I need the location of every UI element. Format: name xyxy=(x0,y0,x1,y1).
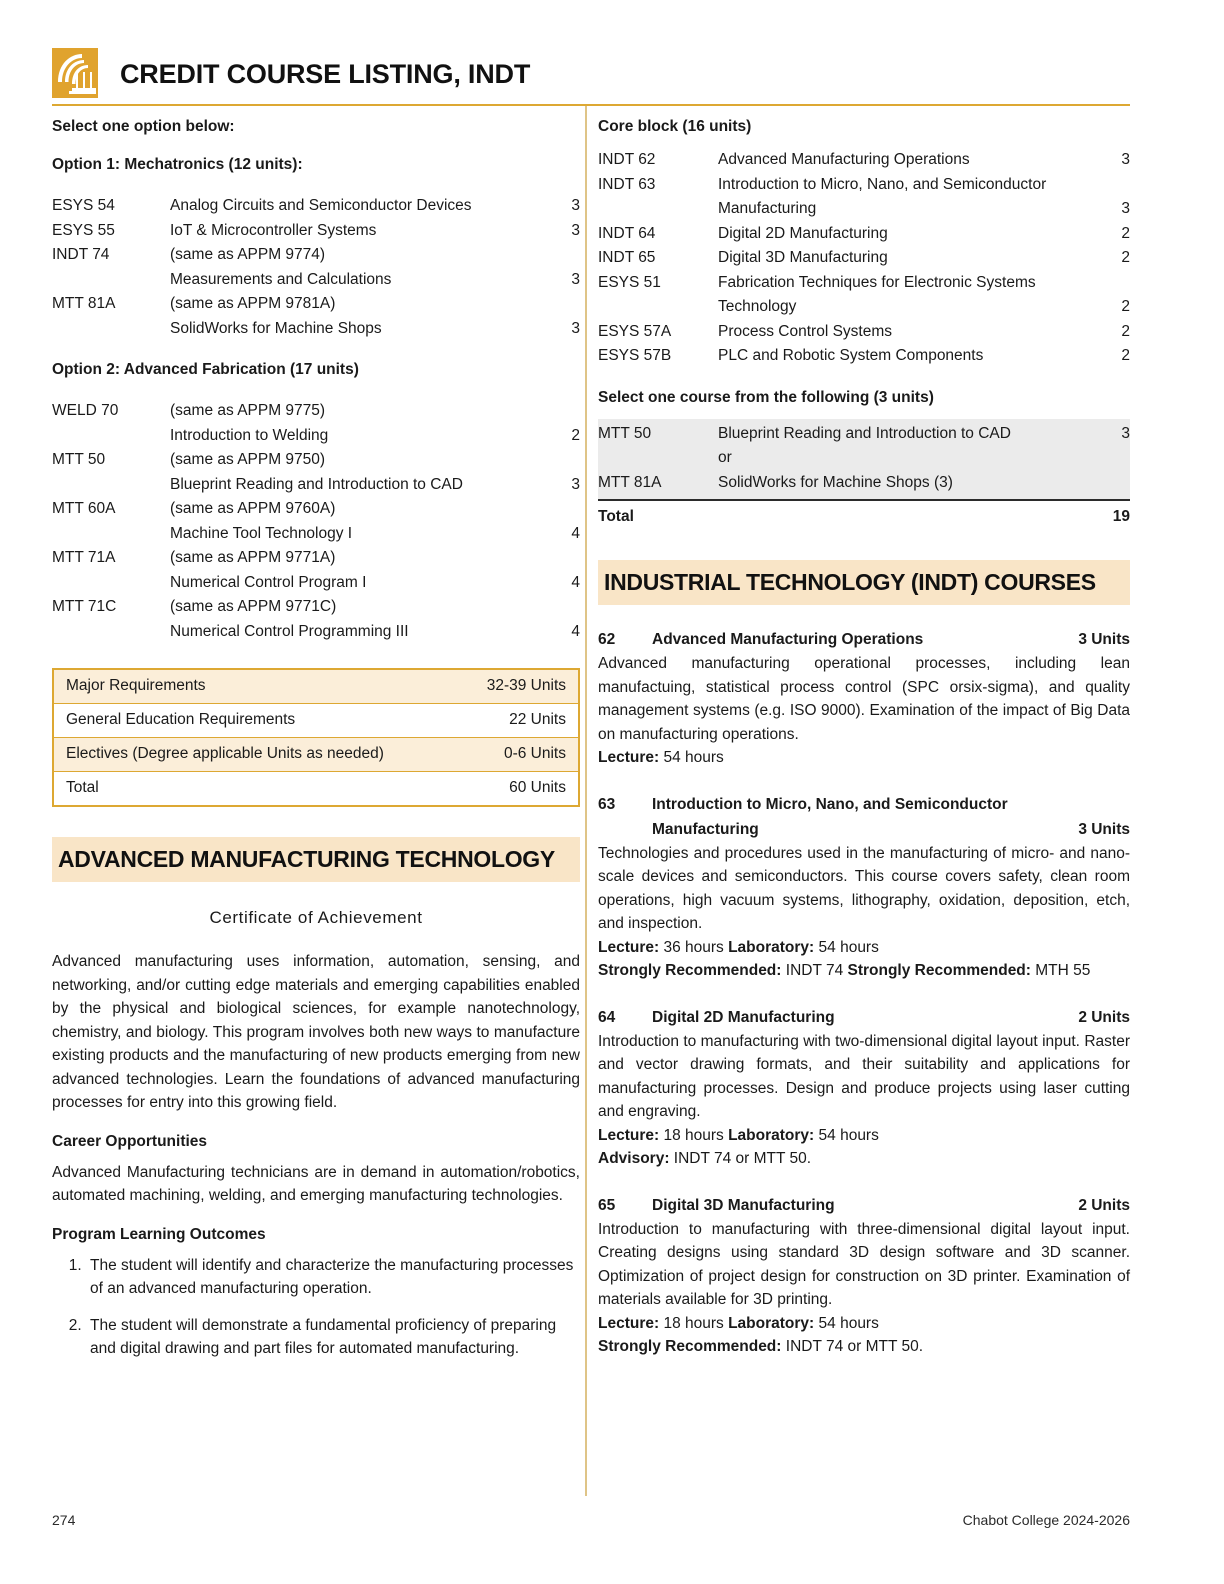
course-code: WELD 70 xyxy=(52,402,119,419)
requirements-value: 60 Units xyxy=(509,779,566,796)
course-row xyxy=(52,424,580,449)
page-footer xyxy=(52,1512,1130,1528)
course-meta-label-2: Laboratory: xyxy=(728,1314,815,1332)
course-units xyxy=(554,595,580,620)
course-row xyxy=(598,320,1130,345)
course-description-title-line2: Manufacturing xyxy=(652,820,759,838)
course-meta-value-2: MTH 55 xyxy=(1030,962,1091,979)
course-units: 3 xyxy=(1121,424,1130,442)
course-code: ESYS 55 xyxy=(52,221,115,239)
select-one-course-heading: Select one course from the following (3 units) xyxy=(598,388,934,406)
option2-course-list xyxy=(52,399,580,644)
course-description-title: Digital 3D Manufacturing xyxy=(652,1196,835,1214)
course-units: 3 xyxy=(1121,200,1130,217)
plo-item: 2. The student will demonstrate a fundamental proficiency of preparing and digital drawing and part files for automated manufacturing. xyxy=(86,1314,580,1361)
option1-heading: Option 1: Mechatronics (12 units): xyxy=(52,156,303,173)
course-title: IoT & Microcontroller Systems xyxy=(170,221,377,239)
course-row xyxy=(598,271,1130,296)
course-title: Introduction to Micro, Nano, and Semiconductor xyxy=(718,175,1047,193)
course-row xyxy=(598,295,1130,320)
course-title: Digital 2D Manufacturing xyxy=(718,224,888,242)
course-title: Machine Tool Technology I xyxy=(170,524,353,542)
course-meta-label: Lecture: xyxy=(598,749,660,766)
course-descriptions xyxy=(598,627,1130,1359)
course-title: Blueprint Reading and Introduction to CAD xyxy=(718,424,1011,442)
course-meta-label-2: Laboratory: xyxy=(728,938,815,956)
course-row xyxy=(598,344,1130,369)
course-row xyxy=(598,471,1130,496)
course-description-header-line2 xyxy=(598,817,1130,842)
course-title: (same as APPM 9781A) xyxy=(170,295,336,312)
career-opportunities-text: Advanced Manufacturing technicians are in demand in automation/robotics, automated machining, welding, and emerging manufacturing technologies. xyxy=(52,1163,580,1204)
requirements-value: 32-39 Units xyxy=(486,677,566,694)
core-block-course-list xyxy=(598,148,1130,369)
course-title: or xyxy=(718,449,732,466)
catalog-name: Chabot College 2024-2026 xyxy=(962,1512,1130,1528)
course-units: 2 xyxy=(1121,298,1130,315)
course-code: MTT 71A xyxy=(52,549,116,566)
chabot-arch-logo-icon xyxy=(52,48,98,98)
course-meta-line xyxy=(598,959,1130,983)
course-description-title: Digital 2D Manufacturing xyxy=(652,1008,835,1026)
course-title: SolidWorks for Machine Shops (3) xyxy=(718,473,953,491)
course-title: (same as APPM 9750) xyxy=(170,451,326,468)
course-row xyxy=(52,448,580,473)
option2-heading: Option 2: Advanced Fabrication (17 units) xyxy=(52,361,359,378)
course-code: ESYS 57A xyxy=(598,322,672,340)
course-units xyxy=(554,497,580,522)
course-meta-line xyxy=(598,1147,1130,1171)
course-title: Digital 3D Manufacturing xyxy=(718,249,888,266)
course-title: Introduction to Welding xyxy=(170,426,329,444)
course-description-units: 2 Units xyxy=(1078,1196,1130,1214)
course-meta-label-2: Laboratory: xyxy=(728,1126,815,1144)
select-one-course-list xyxy=(598,419,1130,502)
requirements-value: 22 Units xyxy=(509,711,566,728)
course-units: 3 xyxy=(571,475,580,493)
course-title: Analog Circuits and Semiconductor Devices xyxy=(170,197,472,214)
course-units: 3 xyxy=(571,197,580,214)
plo-list xyxy=(52,1254,580,1361)
course-title: (same as APPM 9760A) xyxy=(170,500,336,517)
course-meta-line xyxy=(598,1124,1130,1148)
course-row xyxy=(598,246,1130,271)
course-row xyxy=(52,317,580,342)
course-units xyxy=(1108,271,1130,296)
course-meta-value-2: 54 hours xyxy=(814,938,879,956)
course-code: ESYS 57B xyxy=(598,347,672,364)
page-header xyxy=(52,44,1130,106)
core-block-heading: Core block (16 units) xyxy=(598,118,752,135)
course-meta-value: 54 hours xyxy=(659,749,724,766)
course-units: 2 xyxy=(1121,224,1130,242)
career-opportunities-heading: Career Opportunities xyxy=(52,1132,208,1150)
course-code: MTT 71C xyxy=(52,598,117,615)
left-column xyxy=(52,118,580,1361)
course-code: ESYS 54 xyxy=(52,197,115,214)
course-units xyxy=(554,292,580,317)
requirements-row xyxy=(54,738,578,772)
requirements-label: Major Requirements xyxy=(66,677,206,694)
course-description-title: Advanced Manufacturing Operations xyxy=(652,631,924,648)
course-meta-label: Strongly Recommended: xyxy=(598,1338,782,1355)
course-meta-value-2: 54 hours xyxy=(814,1314,879,1332)
course-meta-line xyxy=(598,1335,1130,1359)
course-code: INDT 64 xyxy=(598,224,656,242)
course-description-header xyxy=(598,1193,1130,1218)
select-option-heading: Select one option below: xyxy=(52,118,235,135)
course-description-text: Introduction to manufacturing with three-dimensional digital layout input. Creating designs using standard 3D design software and 3D scanner. Optimization of project design for construction on 3D printer. Examination of materials available for 3D printing. xyxy=(598,1220,1130,1308)
course-row xyxy=(52,546,580,571)
course-code: INDT 65 xyxy=(598,249,656,266)
requirements-table xyxy=(52,668,580,807)
course-meta-label: Advisory: xyxy=(598,1150,670,1167)
course-units xyxy=(554,546,580,571)
course-meta-label: Lecture: xyxy=(598,1314,660,1332)
course-description-block xyxy=(598,1193,1130,1359)
course-units xyxy=(554,448,580,473)
course-units: 2 xyxy=(1121,249,1130,266)
course-row xyxy=(52,268,580,293)
course-units: 3 xyxy=(571,319,580,337)
course-title: Technology xyxy=(718,298,797,315)
total-label: Total xyxy=(598,508,634,525)
course-meta-label: Lecture: xyxy=(598,938,660,956)
course-title: Numerical Control Program I xyxy=(170,573,367,591)
course-row xyxy=(52,219,580,244)
plo-item: 1. The student will identify and characterize the manufacturing processes of an advanced manufacturing operation. xyxy=(86,1254,580,1301)
course-meta-value: 36 hours xyxy=(659,938,729,956)
course-description-title: Introduction to Micro, Nano, and Semiconductor xyxy=(652,795,1008,813)
course-meta-value: 18 hours xyxy=(659,1314,729,1332)
course-units xyxy=(554,399,580,424)
requirements-label: Electives (Degree applicable Units as needed) xyxy=(66,745,384,762)
requirements-row xyxy=(54,670,578,704)
course-meta-line xyxy=(598,1312,1130,1336)
course-row xyxy=(598,446,1130,471)
course-code: INDT 62 xyxy=(598,151,656,168)
requirements-value: 0-6 Units xyxy=(503,745,566,762)
course-number: 62 xyxy=(598,631,616,648)
course-title: Advanced Manufacturing Operations xyxy=(718,151,970,168)
program-banner: ADVANCED MANUFACTURING TECHNOLOGY xyxy=(52,837,580,882)
course-row xyxy=(52,571,580,596)
course-title: Process Control Systems xyxy=(718,322,892,340)
course-description-units: 3 Units xyxy=(1078,631,1130,648)
course-code: MTT 50 xyxy=(52,451,106,468)
course-code: INDT 74 xyxy=(52,246,110,263)
course-row xyxy=(52,620,580,645)
course-description-units: 3 Units xyxy=(1078,820,1130,838)
course-title: Fabrication Techniques for Electronic Systems xyxy=(718,273,1036,291)
course-title: (same as APPM 9774) xyxy=(170,246,326,263)
course-units xyxy=(1108,173,1130,198)
program-subtitle: Certificate of Achievement xyxy=(209,908,423,927)
requirements-label: General Education Requirements xyxy=(66,711,296,728)
course-title: (same as APPM 9775) xyxy=(170,402,326,419)
page-title: CREDIT COURSE LISTING, INDT xyxy=(120,58,531,89)
course-row xyxy=(52,473,580,498)
course-meta-value: INDT 74 xyxy=(781,962,848,979)
course-meta-value: INDT 74 or MTT 50. xyxy=(669,1150,812,1167)
course-title: Blueprint Reading and Introduction to CAD xyxy=(170,475,463,493)
course-row xyxy=(52,522,580,547)
course-number: 64 xyxy=(598,1008,616,1026)
course-meta-label-2: Strongly Recommended: xyxy=(847,962,1031,979)
course-number: 65 xyxy=(598,1196,616,1214)
total-row xyxy=(598,501,1130,526)
course-description-text: Technologies and procedures used in the manufacturing of micro- and nano-scale devices and semiconductors. This course covers safety, clean room operations, high vacuum systems, lithography, oxidation, deposition, etch, and inspection. xyxy=(598,844,1130,932)
course-title: (same as APPM 9771C) xyxy=(170,598,337,615)
course-meta-line xyxy=(598,936,1130,960)
course-description-header xyxy=(598,792,1130,817)
course-description-block xyxy=(598,792,1130,983)
course-units: 3 xyxy=(1121,151,1130,168)
course-description-text: Advanced manufacturing operational processes, including lean manufactuing, statistical process control (SPC orsix-sigma), and quality management systems (e.g. ISO 9000). Examination of the impact of Big Data on manufacturing operations. xyxy=(598,655,1130,743)
course-code: MTT 81A xyxy=(52,295,116,312)
course-units: 2 xyxy=(1121,347,1130,364)
course-units: 2 xyxy=(571,426,580,444)
spacer xyxy=(598,817,652,842)
requirements-label: Total xyxy=(66,779,99,796)
course-units: 4 xyxy=(571,524,580,542)
course-description-block xyxy=(598,1005,1130,1171)
total-value: 19 xyxy=(1112,508,1130,525)
course-title: Numerical Control Programming III xyxy=(170,622,409,640)
course-title: (same as APPM 9771A) xyxy=(170,549,336,566)
course-code: INDT 63 xyxy=(598,175,656,193)
requirements-row xyxy=(54,772,578,805)
course-code: MTT 60A xyxy=(52,500,116,517)
course-row xyxy=(598,148,1130,173)
course-meta-value-2: 54 hours xyxy=(814,1126,879,1144)
course-row xyxy=(598,197,1130,222)
course-units xyxy=(554,243,580,268)
course-units: 4 xyxy=(571,622,580,640)
course-code: MTT 81A xyxy=(598,473,662,491)
course-units xyxy=(1108,471,1130,496)
indt-courses-banner: INDUSTRIAL TECHNOLOGY (INDT) COURSES xyxy=(598,560,1130,605)
course-description-block xyxy=(598,627,1130,770)
course-row xyxy=(598,222,1130,247)
course-meta-label: Lecture: xyxy=(598,1126,660,1144)
course-meta-value: 18 hours xyxy=(659,1126,729,1144)
course-meta-line xyxy=(598,746,1130,770)
course-units xyxy=(1108,446,1130,471)
course-row xyxy=(52,292,580,317)
course-row xyxy=(52,243,580,268)
course-code: ESYS 51 xyxy=(598,273,661,291)
plo-heading: Program Learning Outcomes xyxy=(52,1225,266,1243)
course-description-units: 2 Units xyxy=(1078,1008,1130,1026)
program-description: Advanced manufacturing uses information, automation, sensing, and networking, and/or cutting edge materials and emerging capabilities enabled by the physical and biological sciences, for example nanotechnology, chemistry, and biology. This program involves both new ways to manufacture existing products and the manufacturing of new products emerging from new advanced technologies. Learn the foundations of advanced manufacturing processes for entry into this growing field. xyxy=(52,953,580,1111)
course-title: Measurements and Calculations xyxy=(170,270,392,288)
course-description-header xyxy=(598,1005,1130,1030)
option1-course-list xyxy=(52,194,580,341)
requirements-row xyxy=(54,704,578,738)
course-units: 3 xyxy=(571,270,580,288)
course-units: 4 xyxy=(571,573,580,591)
column-divider xyxy=(585,106,587,1496)
course-description-text: Introduction to manufacturing with two-dimensional digital layout input. Raster and vector drawing formats, and their suitability and applications for manufacturing processes. Design and produce projects using laser cutting and engraving. xyxy=(598,1032,1130,1120)
course-units: 3 xyxy=(571,221,580,239)
course-row xyxy=(52,595,580,620)
course-title: Manufacturing xyxy=(718,200,817,217)
course-meta-value: INDT 74 or MTT 50. xyxy=(781,1338,924,1355)
course-row xyxy=(52,399,580,424)
course-code: MTT 50 xyxy=(598,424,652,442)
course-title: PLC and Robotic System Components xyxy=(718,347,984,364)
course-row xyxy=(52,194,580,219)
course-meta-label: Strongly Recommended: xyxy=(598,962,782,979)
course-units: 2 xyxy=(1121,322,1130,340)
right-column xyxy=(598,118,1130,1359)
course-number: 63 xyxy=(598,795,616,813)
page-number: 274 xyxy=(52,1512,76,1528)
course-row xyxy=(598,173,1130,198)
course-row xyxy=(52,497,580,522)
course-description-header xyxy=(598,627,1130,652)
course-title: SolidWorks for Machine Shops xyxy=(170,319,382,337)
course-row xyxy=(598,422,1130,447)
